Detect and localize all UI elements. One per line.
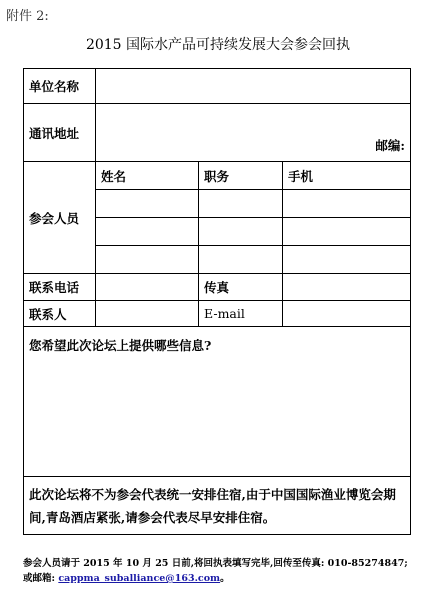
phone-label: 联系电话	[24, 274, 96, 301]
postcode-label: 邮编:	[375, 137, 406, 153]
attendee-name-field[interactable]	[96, 218, 199, 246]
email-label: E-mail	[199, 301, 283, 327]
column-name-header: 姓名	[96, 162, 199, 190]
page-title: 2015 国际水产品可持续发展大会参会回执	[85, 37, 351, 53]
column-mobile-header: 手机	[283, 162, 411, 190]
contact-field[interactable]	[96, 301, 199, 327]
attendee-mobile-field[interactable]	[283, 218, 411, 246]
contact-label: 联系人	[24, 301, 96, 327]
address-label: 通讯地址	[24, 104, 96, 162]
attachment-label: 附件 2:	[6, 9, 49, 24]
info-question-box[interactable]	[24, 327, 411, 477]
address-field[interactable]	[96, 104, 411, 162]
attendee-mobile-field[interactable]	[283, 246, 411, 274]
hotel-note: 此次论坛将不为参会代表统一安排住宿,由于中国国际渔业博览会期间,青岛酒店紧张,请参会代表尽早安排住宿。	[24, 477, 411, 535]
attendee-mobile-field[interactable]	[283, 190, 411, 218]
attendee-name-field[interactable]	[96, 190, 199, 218]
info-question-text: 您希望此次论坛上提供哪些信息?	[29, 338, 212, 353]
phone-field[interactable]	[96, 274, 199, 301]
registration-form	[23, 68, 411, 535]
fax-label: 传真	[199, 274, 283, 301]
footer-line-1: 参会人员请于 2015 年 10 月 25 日前,将回执表填写完毕,回传至传真: 010-85274847;	[23, 558, 408, 569]
attendees-label: 参会人员	[24, 162, 96, 274]
unit-label: 单位名称	[24, 69, 96, 104]
unit-field[interactable]	[96, 69, 411, 104]
attendee-name-field[interactable]	[96, 246, 199, 274]
footer-email-link[interactable]: cappma_suballiance@163.com	[58, 573, 221, 584]
footer-line-2	[23, 571, 423, 586]
footer-email-suffix: 。	[220, 573, 230, 584]
footer-email-prefix: 或邮箱:	[23, 573, 59, 584]
attendee-position-field[interactable]	[199, 190, 283, 218]
email-field[interactable]	[283, 301, 411, 327]
column-position-header: 职务	[199, 162, 283, 190]
attendee-position-field[interactable]	[199, 246, 283, 274]
footer-note	[23, 556, 423, 586]
attendee-position-field[interactable]	[199, 218, 283, 246]
fax-field[interactable]	[283, 274, 411, 301]
